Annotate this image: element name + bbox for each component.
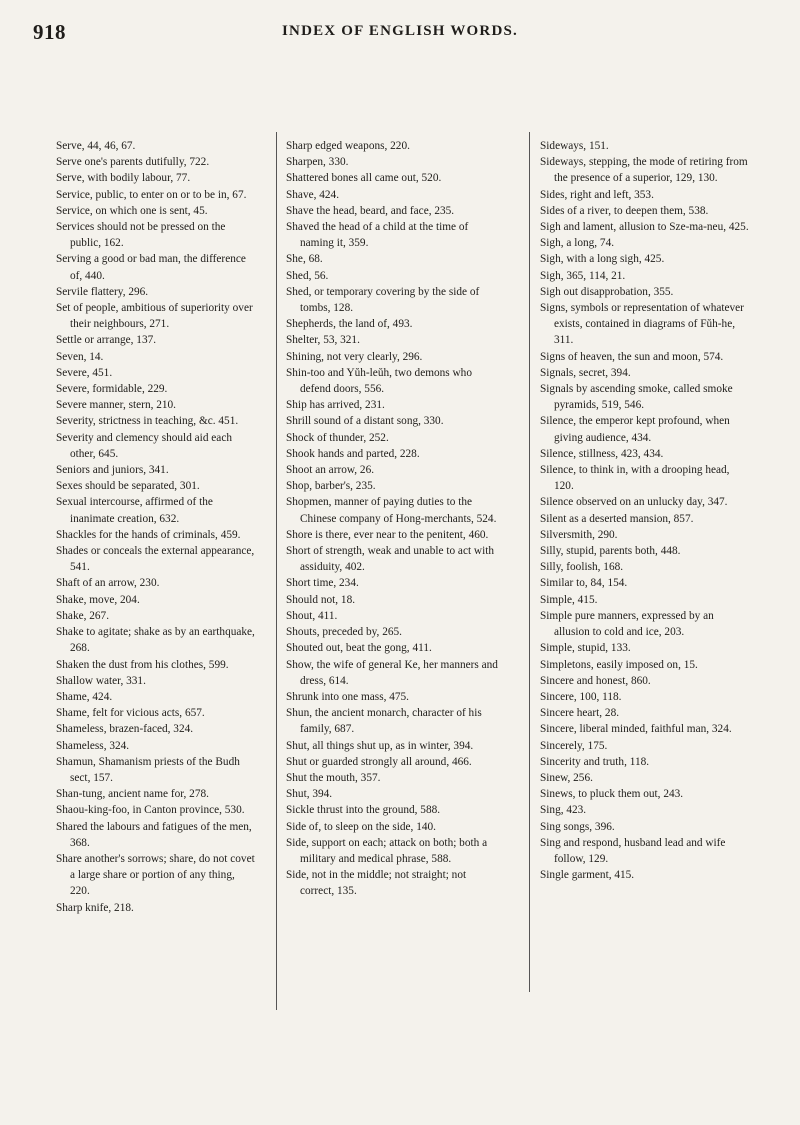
index-entry: Shameless, 324. — [56, 739, 130, 752]
index-entry: Simple, stupid, 133. — [540, 642, 631, 655]
index-entry: Services should not be pressed on the public, 162. — [56, 221, 226, 250]
index-entry: Shout, 411. — [286, 609, 338, 622]
index-entry: Sigh out disapprobation, 355. — [540, 285, 674, 298]
index-entry: Shades or conceals the external appearance, 541. — [56, 545, 255, 574]
index-entry: Silence, stillness, 423, 434. — [540, 447, 664, 460]
index-entry: Seven, 14. — [56, 350, 104, 363]
index-entry: Short of strength, weak and unable to act with assiduity, 402. — [286, 545, 494, 574]
index-entry: Sexes should be separated, 301. — [56, 480, 200, 493]
index-entry: Shopmen, manner of paying duties to the Chinese company of Hong-merchants, 524. — [286, 496, 497, 525]
index-entry: Shave the head, beard, and face, 235. — [286, 204, 455, 217]
index-entry: Severity, strictness in teaching, &c. 451. — [56, 415, 239, 428]
index-entry: Shock of thunder, 252. — [286, 431, 389, 444]
index-entry: Sing, 423. — [540, 804, 587, 817]
index-entry: Shave, 424. — [286, 188, 340, 201]
index-entry: Shaft of an arrow, 230. — [56, 577, 160, 590]
index-entry: Severe manner, stern, 210. — [56, 399, 177, 412]
index-entry: Silversmith, 290. — [540, 528, 618, 541]
index-entry: Seniors and juniors, 341. — [56, 464, 169, 477]
index-entry: Sigh, a long, 74. — [540, 237, 615, 250]
index-entry: Sickle thrust into the ground, 588. — [286, 804, 441, 817]
index-entry: Shallow water, 331. — [56, 674, 146, 687]
index-entry: Shame, 424. — [56, 690, 113, 703]
index-entry: She, 68. — [286, 253, 323, 266]
index-entry: Serve, with bodily labour, 77. — [56, 172, 191, 185]
index-entry: Shin-too and Yŭh-leŭh, two demons who defend doors, 556. — [286, 366, 472, 396]
index-entry: Sideways, 151. — [540, 140, 609, 152]
index-entry: Sigh, 365, 114, 21. — [540, 269, 626, 282]
index-entry: Shed, or temporary covering by the side of tombs, 128. — [286, 285, 480, 315]
index-entry: Silent as a deserted mansion, 857. — [540, 512, 694, 525]
index-entry: Shore is there, ever near to the penitent, 460. — [286, 528, 489, 541]
index-entry: Share another's sorrows; share, do not covet a large share or portion of any thing, 220. — [56, 852, 255, 898]
index-entry: Sigh, with a long sigh, 425. — [540, 253, 665, 266]
index-entry: Shackles for the hands of criminals, 459. — [56, 528, 241, 541]
index-entry: Shun, the ancient monarch, character of his family, 687. — [286, 707, 482, 736]
index-entry: Simple, 415. — [540, 593, 598, 606]
index-entry: Serve one's parents dutifully, 722. — [56, 156, 210, 169]
index-entry: Simpletons, easily imposed on, 15. — [540, 658, 698, 671]
index-entry: Shamun, Shamanism priests of the Budh sect, 157. — [56, 755, 240, 784]
index-entry: Side of, to sleep on the side, 140. — [286, 820, 436, 833]
index-entry: Shrill sound of a distant song, 330. — [286, 415, 444, 428]
index-column-2 — [286, 138, 500, 900]
index-column-3 — [540, 138, 750, 883]
index-entry: Silly, stupid, parents both, 448. — [540, 545, 681, 558]
index-entry: Sides, right and left, 353. — [540, 188, 654, 201]
index-entry: Shaken the dust from his clothes, 599. — [56, 658, 229, 671]
index-entry: Sincere, 100, 118. — [540, 690, 622, 703]
index-entry: Side, support on each; attack on both; both a military and medical phrase, 588. — [286, 836, 488, 865]
index-entry: Sinew, 256. — [540, 771, 593, 784]
index-entry: Signs, symbols or representation of whatever exists, contained in diagrams of Fŭh-he, 311. — [540, 302, 744, 347]
index-entry: Shake, 267. — [56, 609, 110, 622]
index-entry: Should not, 18. — [286, 593, 356, 606]
index-entry: Silence, to think in, with a drooping head, 120. — [540, 464, 730, 493]
index-entry: Shan-tung, ancient name for, 278. — [56, 788, 209, 801]
index-entry: Sharp edged weapons, 220. — [286, 140, 410, 152]
index-entry: Severe, 451. — [56, 366, 113, 379]
index-entry: Shook hands and parted, 228. — [286, 447, 420, 460]
index-entry: Shouts, preceded by, 265. — [286, 626, 402, 639]
column-divider — [529, 132, 530, 992]
index-entry: Sides of a river, to deepen them, 538. — [540, 204, 709, 217]
index-entry: Shake to agitate; shake as by an earthquake, 268. — [56, 626, 255, 655]
index-entry: Shut, 394. — [286, 788, 333, 801]
index-entry: Set of people, ambitious of superiority over their neighbours, 271. — [56, 302, 253, 331]
index-entry: Simple pure manners, expressed by an allusion to cold and ice, 203. — [540, 609, 714, 639]
index-entry: Ship has arrived, 231. — [286, 399, 385, 412]
index-entry: Shut the mouth, 357. — [286, 771, 381, 784]
index-entry: Sing songs, 396. — [540, 820, 615, 833]
index-entry: Sideways, stepping, the mode of retiring from the presence of a superior, 129, 130. — [540, 156, 748, 185]
index-entry: Side, not in the middle; not straight; not correct, 135. — [286, 869, 467, 898]
index-entry: Servile flattery, 296. — [56, 285, 149, 298]
index-entry: Shoot an arrow, 26. — [286, 464, 375, 477]
index-entry: Severity and clemency should aid each other, 645. — [56, 431, 232, 460]
index-entry: Silly, foolish, 168. — [540, 561, 624, 574]
index-entry: Shattered bones all came out, 520. — [286, 172, 442, 185]
index-column-1 — [56, 138, 256, 916]
index-entry: Sincere heart, 28. — [540, 707, 620, 720]
index-entry: Shop, barber's, 235. — [286, 480, 376, 493]
index-entry: Shining, not very clearly, 296. — [286, 350, 423, 363]
index-entry: Shouted out, beat the gong, 411. — [286, 642, 432, 655]
index-entry: Settle or arrange, 137. — [56, 334, 157, 347]
index-entry: Shake, move, 204. — [56, 593, 140, 606]
page-number: 918 — [33, 20, 66, 44]
index-entry: Sincerity and truth, 118. — [540, 755, 650, 768]
index-entry: Sincerely, 175. — [540, 739, 608, 752]
index-entry: Silence observed on an unlucky day, 347. — [540, 496, 728, 509]
index-entry: Shrunk into one mass, 475. — [286, 690, 410, 703]
index-entry: Sinews, to pluck them out, 243. — [540, 788, 684, 801]
index-entry: Similar to, 84, 154. — [540, 577, 628, 590]
index-entry: Service, public, to enter on or to be in, 67. — [56, 188, 247, 201]
index-entry: Short time, 234. — [286, 577, 359, 590]
index-entry: Silence, the emperor kept profound, when giving audience, 434. — [540, 415, 730, 444]
column-divider — [276, 132, 277, 1010]
index-entry: Single garment, 415. — [540, 869, 635, 882]
index-entry: Shaved the head of a child at the time of naming it, 359. — [286, 221, 469, 250]
index-entry: Signs of heaven, the sun and moon, 574. — [540, 350, 724, 363]
index-entry: Shame, felt for vicious acts, 657. — [56, 707, 205, 720]
index-entry: Service, on which one is sent, 45. — [56, 204, 208, 217]
index-entry: Shaou-king-foo, in Canton province, 530. — [56, 804, 245, 817]
index-entry: Shed, 56. — [286, 269, 329, 282]
index-entry: Serve, 44, 46, 67. — [56, 140, 136, 152]
index-entry: Shared the labours and fatigues of the men, 368. — [56, 820, 252, 849]
index-entry: Shameless, brazen-faced, 324. — [56, 723, 194, 736]
index-entry: Sing and respond, husband lead and wife follow, 129. — [540, 836, 726, 865]
index-entry: Shepherds, the land of, 493. — [286, 318, 413, 331]
index-entry: Severe, formidable, 229. — [56, 383, 168, 396]
index-entry: Shelter, 53, 321. — [286, 334, 360, 347]
index-entry: Serving a good or bad man, the difference of, 440. — [56, 253, 246, 282]
index-entry: Sharpen, 330. — [286, 156, 349, 169]
index-entry: Sexual intercourse, affirmed of the inanimate creation, 632. — [56, 496, 213, 525]
index-entry: Show, the wife of general Ke, her manners and dress, 614. — [286, 658, 498, 687]
index-entry: Shut, all things shut up, as in winter, 394. — [286, 739, 474, 752]
running-head: INDEX OF ENGLISH WORDS. — [282, 23, 518, 39]
index-entry: Signals, secret, 394. — [540, 366, 631, 379]
index-entry: Sincere, liberal minded, faithful man, 324. — [540, 723, 732, 736]
index-entry: Shut or guarded strongly all around, 466. — [286, 755, 472, 768]
index-entry: Sharp knife, 218. — [56, 901, 134, 914]
index-entry: Signals by ascending smoke, called smoke pyramids, 519, 546. — [540, 383, 733, 412]
index-entry: Sincere and honest, 860. — [540, 674, 651, 687]
index-entry: Sigh and lament, allusion to Sze-ma-neu, 425. — [540, 221, 749, 234]
